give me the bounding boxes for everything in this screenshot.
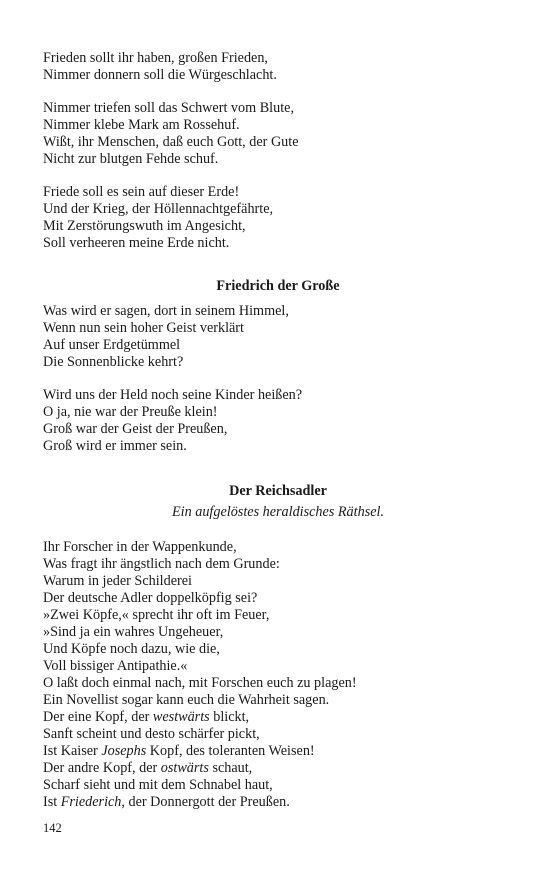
- page-body: [43, 50, 513, 827]
- verse-line: »Sind ja ein wahres Ungeheuer,: [43, 624, 224, 640]
- emphasis: ostwärts: [160, 760, 209, 776]
- verse-line: »Zwei Köpfe,« sprecht ihr oft im Feuer,: [43, 607, 270, 623]
- poem-subtitle: Ein aufgelöstes heraldisches Räthsel.: [172, 504, 384, 520]
- text-run: schaut,: [208, 760, 253, 776]
- text-run: , der Donnergott der Preußen.: [121, 794, 290, 810]
- verse-line: [43, 743, 513, 760]
- verse-line: Friede soll es sein auf dieser Erde!: [43, 184, 240, 200]
- verse-line: Nicht zur blutgen Fehde schuf.: [43, 151, 219, 167]
- text-run: Ist Kaiser: [43, 743, 102, 759]
- verse-line: Wird uns der Held noch seine Kinder heißen?: [43, 387, 303, 403]
- verse-line: Nimmer klebe Mark am Rossehuf.: [43, 117, 240, 133]
- verse-line: Warum in jeder Schilderei: [43, 573, 192, 589]
- verse-line: Und Köpfe noch dazu, wie die,: [43, 641, 220, 657]
- text-run: Der eine Kopf, der: [43, 709, 153, 725]
- text-run: Kopf, des toleranten Weisen!: [146, 743, 315, 759]
- verse-line: Ein Novellist sogar kann euch die Wahrheit sagen.: [43, 692, 330, 708]
- verse-line: Ihr Forscher in der Wappenkunde,: [43, 539, 237, 555]
- stanza: [43, 100, 513, 168]
- verse-line: Wenn nun sein hoher Geist verklärt: [43, 320, 244, 336]
- text-run: blickt,: [209, 709, 250, 725]
- verse-line: Und der Krieg, der Höllennachtgefährte,: [43, 201, 274, 217]
- stanza: [43, 50, 513, 84]
- verse-line: Groß war der Geist der Preußen,: [43, 421, 228, 437]
- verse-line: Frieden sollt ihr haben, großen Frieden,: [43, 50, 268, 66]
- stanza: [43, 184, 513, 252]
- verse-line: Sanft scheint und desto schärfer pickt,: [43, 726, 260, 742]
- stanza: [43, 303, 513, 371]
- verse-line: Auf unser Erdgetümmel: [43, 337, 181, 353]
- verse-line: Der deutsche Adler doppelköpfig sei?: [43, 590, 258, 606]
- verse-line: Wißt, ihr Menschen, daß euch Gott, der Gute: [43, 134, 299, 150]
- verse-line: Was wird er sagen, dort in seinem Himmel,: [43, 303, 289, 319]
- verse-line: Nimmer donnern soll die Würgeschlacht.: [43, 67, 277, 83]
- poem-title: Der Reichsadler: [229, 483, 327, 499]
- verse-line: Die Sonnenblicke kehrt?: [43, 354, 184, 370]
- poem-title: Friedrich der Große: [216, 278, 340, 294]
- verse-line: Was fragt ihr ängstlich nach dem Grunde:: [43, 556, 280, 572]
- emphasis: westwärts: [152, 709, 210, 725]
- verse-line: Scharf sieht und mit dem Schnabel haut,: [43, 777, 273, 793]
- verse-line: O laßt doch einmal nach, mit Forschen euch zu plagen!: [43, 675, 357, 691]
- verse-line: Voll bissiger Antipathie.«: [43, 658, 188, 674]
- emphasis: Friederich: [60, 794, 122, 810]
- verse-line: Groß wird er immer sein.: [43, 438, 187, 454]
- verse-line: [43, 709, 513, 726]
- verse-line: Mit Zerstörungswuth im Angesicht,: [43, 218, 246, 234]
- stanza: [43, 387, 513, 455]
- emphasis: Josephs: [101, 743, 147, 759]
- text-run: Der andre Kopf, der: [43, 760, 161, 776]
- stanza: [43, 539, 513, 811]
- verse-line: O ja, nie war der Preuße klein!: [43, 404, 218, 420]
- text-run: Ist: [43, 794, 61, 810]
- verse-line: Soll verheeren meine Erde nicht.: [43, 235, 230, 251]
- verse-line: [43, 760, 513, 777]
- verse-line: [43, 794, 513, 811]
- page-number: 142: [43, 821, 62, 835]
- verse-line: Nimmer triefen soll das Schwert vom Blute,: [43, 100, 294, 116]
